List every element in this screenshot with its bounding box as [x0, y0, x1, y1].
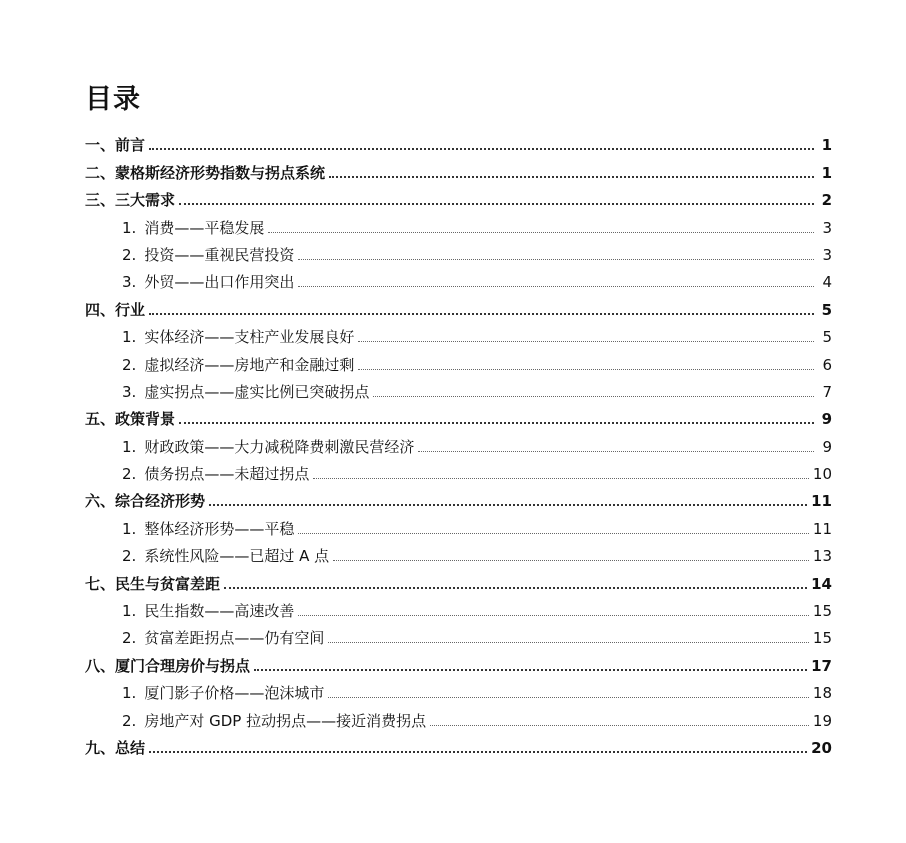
toc-dot-leader	[149, 148, 814, 150]
toc-entry-label	[122, 683, 324, 703]
toc-page-number: 18	[812, 684, 832, 703]
toc-section-entry[interactable]	[0, 484, 906, 511]
toc-entry-label	[85, 656, 250, 676]
toc-dot-leader	[298, 533, 809, 534]
toc-dot-leader	[313, 478, 809, 479]
toc-page-number: 2	[821, 191, 832, 210]
toc-page-number: 5	[821, 300, 832, 319]
toc-dot-leader	[224, 587, 807, 589]
toc-page-number: 5	[822, 328, 832, 347]
toc-entry-text: 虚实拐点——虚实比例已突破拐点	[144, 382, 370, 401]
toc-page-number: 9	[822, 437, 832, 456]
toc-section-entry[interactable]	[0, 648, 906, 675]
toc-entry-text: 民生指数——高速改善	[144, 602, 295, 621]
toc-entry-number: 2.	[122, 547, 137, 566]
toc-dot-leader	[149, 313, 814, 315]
toc-entry-text: 九、总结	[85, 738, 146, 757]
toc-page-number: 13	[812, 547, 832, 566]
toc-dot-leader	[333, 560, 809, 561]
toc-entry-text: 债务拐点——未超过拐点	[144, 465, 310, 484]
toc-entry-text: 虚拟经济——房地产和金融过剩	[144, 355, 355, 374]
toc-entry-text: 四、行业	[85, 300, 146, 319]
toc-entry-text: 二、蒙格斯经济形势指数与拐点系统	[85, 163, 326, 182]
toc-page-number: 4	[822, 273, 832, 292]
toc-page-number: 1	[821, 163, 832, 182]
toc-subsection-entry[interactable]	[0, 594, 906, 621]
toc-dot-leader	[418, 451, 814, 452]
toc-entry-text: 房地产对 GDP 拉动拐点——接近消费拐点	[144, 711, 427, 730]
toc-section-entry[interactable]	[0, 402, 906, 429]
toc-dot-leader	[268, 232, 814, 233]
toc-page-number: 10	[812, 465, 832, 484]
toc-subsection-entry[interactable]	[0, 320, 906, 347]
toc-entry-text: 整体经济形势——平稳	[144, 519, 295, 538]
toc-dot-leader	[373, 396, 814, 397]
toc-entry-number: 1.	[122, 328, 137, 347]
toc-entry-text: 投资——重视民营投资	[144, 245, 295, 264]
toc-section-entry[interactable]	[0, 292, 906, 319]
toc-dot-leader	[358, 369, 814, 370]
toc-subsection-entry[interactable]	[0, 676, 906, 703]
toc-dot-leader	[179, 422, 814, 424]
toc-entry-number: 1.	[122, 218, 137, 237]
toc-entry-label	[122, 382, 369, 402]
toc-dot-leader	[254, 669, 807, 671]
toc-entry-label	[122, 272, 294, 292]
toc-entry-text: 实体经济——支柱产业发展良好	[144, 328, 355, 347]
toc-entry-label	[122, 711, 426, 731]
toc-entry-text: 财政政策——大力减税降费刺激民营经济	[144, 437, 415, 456]
toc-entry-number: 2.	[122, 629, 137, 648]
toc-title: 目录	[85, 84, 141, 115]
toc-entry-label	[122, 601, 294, 621]
toc-subsection-entry[interactable]	[0, 703, 906, 730]
toc-page-number: 17	[811, 656, 832, 675]
toc-subsection-entry[interactable]	[0, 539, 906, 566]
toc-entry-label	[122, 546, 329, 566]
toc-entry-label	[122, 464, 309, 484]
toc-entry-number: 2.	[122, 465, 137, 484]
toc-subsection-entry[interactable]	[0, 238, 906, 265]
toc-subsection-entry[interactable]	[0, 210, 906, 237]
toc-entry-label	[85, 135, 145, 155]
toc-section-entry[interactable]	[0, 128, 906, 155]
toc-entry-text: 六、综合经济形势	[85, 492, 206, 511]
toc-section-entry[interactable]	[0, 183, 906, 210]
toc-dot-leader	[149, 751, 807, 753]
toc-entry-label	[122, 245, 294, 265]
toc-list	[0, 128, 906, 758]
toc-page-number: 3	[822, 245, 832, 264]
toc-entry-number: 3.	[122, 382, 137, 401]
toc-section-entry[interactable]	[0, 566, 906, 593]
toc-entry-label	[85, 574, 220, 594]
toc-entry-number: 1.	[122, 602, 137, 621]
toc-page-number: 15	[812, 602, 832, 621]
toc-entry-label	[122, 628, 324, 648]
toc-entry-label	[122, 218, 264, 238]
toc-page-number: 1	[821, 136, 832, 155]
toc-page-number: 19	[812, 711, 832, 730]
toc-dot-leader	[329, 176, 814, 178]
toc-entry-label	[85, 190, 175, 210]
toc-section-entry[interactable]	[0, 155, 906, 182]
toc-entry-text: 厦门影子价格——泡沫城市	[144, 684, 325, 703]
toc-entry-label	[85, 300, 145, 320]
toc-dot-leader	[328, 697, 809, 698]
toc-entry-label	[85, 409, 175, 429]
toc-entry-label	[122, 355, 354, 375]
toc-entry-text: 八、厦门合理房价与拐点	[85, 656, 251, 675]
toc-entry-text: 贫富差距拐点——仍有空间	[144, 629, 325, 648]
toc-subsection-entry[interactable]	[0, 265, 906, 292]
toc-page-number: 3	[822, 218, 832, 237]
toc-page-number: 20	[811, 738, 832, 757]
toc-page-number: 15	[812, 629, 832, 648]
toc-dot-leader	[298, 286, 814, 287]
toc-entry-number: 1.	[122, 519, 137, 538]
toc-dot-leader	[179, 203, 814, 205]
toc-subsection-entry[interactable]	[0, 621, 906, 648]
toc-page-number: 14	[811, 574, 832, 593]
toc-page-number: 11	[811, 492, 832, 511]
toc-entry-label	[85, 738, 145, 758]
toc-subsection-entry[interactable]	[0, 511, 906, 538]
toc-entry-label	[85, 491, 205, 511]
toc-entry-label	[122, 437, 414, 457]
toc-entry-label	[122, 519, 294, 539]
toc-dot-leader	[430, 725, 809, 726]
toc-dot-leader	[298, 259, 814, 260]
toc-entry-text: 系统性风险——已超过 A 点	[144, 547, 330, 566]
toc-entry-text: 一、前言	[85, 136, 146, 155]
toc-dot-leader	[328, 642, 809, 643]
toc-subsection-entry[interactable]	[0, 429, 906, 456]
toc-page-number: 7	[822, 382, 832, 401]
toc-entry-number: 1.	[122, 437, 137, 456]
toc-entry-text: 外贸——出口作用突出	[144, 273, 295, 292]
toc-entry-text: 七、民生与贫富差距	[85, 574, 221, 593]
toc-subsection-entry[interactable]	[0, 375, 906, 402]
toc-page-number: 6	[822, 355, 832, 374]
toc-subsection-entry[interactable]	[0, 347, 906, 374]
toc-entry-number: 3.	[122, 273, 137, 292]
toc-entry-number: 2.	[122, 355, 137, 374]
toc-entry-label	[122, 327, 354, 347]
toc-dot-leader	[358, 341, 814, 342]
toc-section-entry[interactable]	[0, 731, 906, 758]
toc-dot-leader	[298, 615, 809, 616]
toc-entry-number: 2.	[122, 711, 137, 730]
toc-dot-leader	[209, 504, 807, 506]
toc-entry-label	[85, 163, 325, 183]
toc-entry-text: 三、三大需求	[85, 191, 176, 210]
toc-entry-number: 1.	[122, 684, 137, 703]
toc-page-number: 9	[821, 410, 832, 429]
toc-entry-number: 2.	[122, 245, 137, 264]
toc-page-number: 11	[812, 519, 832, 538]
toc-entry-text: 五、政策背景	[85, 410, 176, 429]
toc-entry-text: 消费——平稳发展	[144, 218, 265, 237]
toc-subsection-entry[interactable]	[0, 457, 906, 484]
